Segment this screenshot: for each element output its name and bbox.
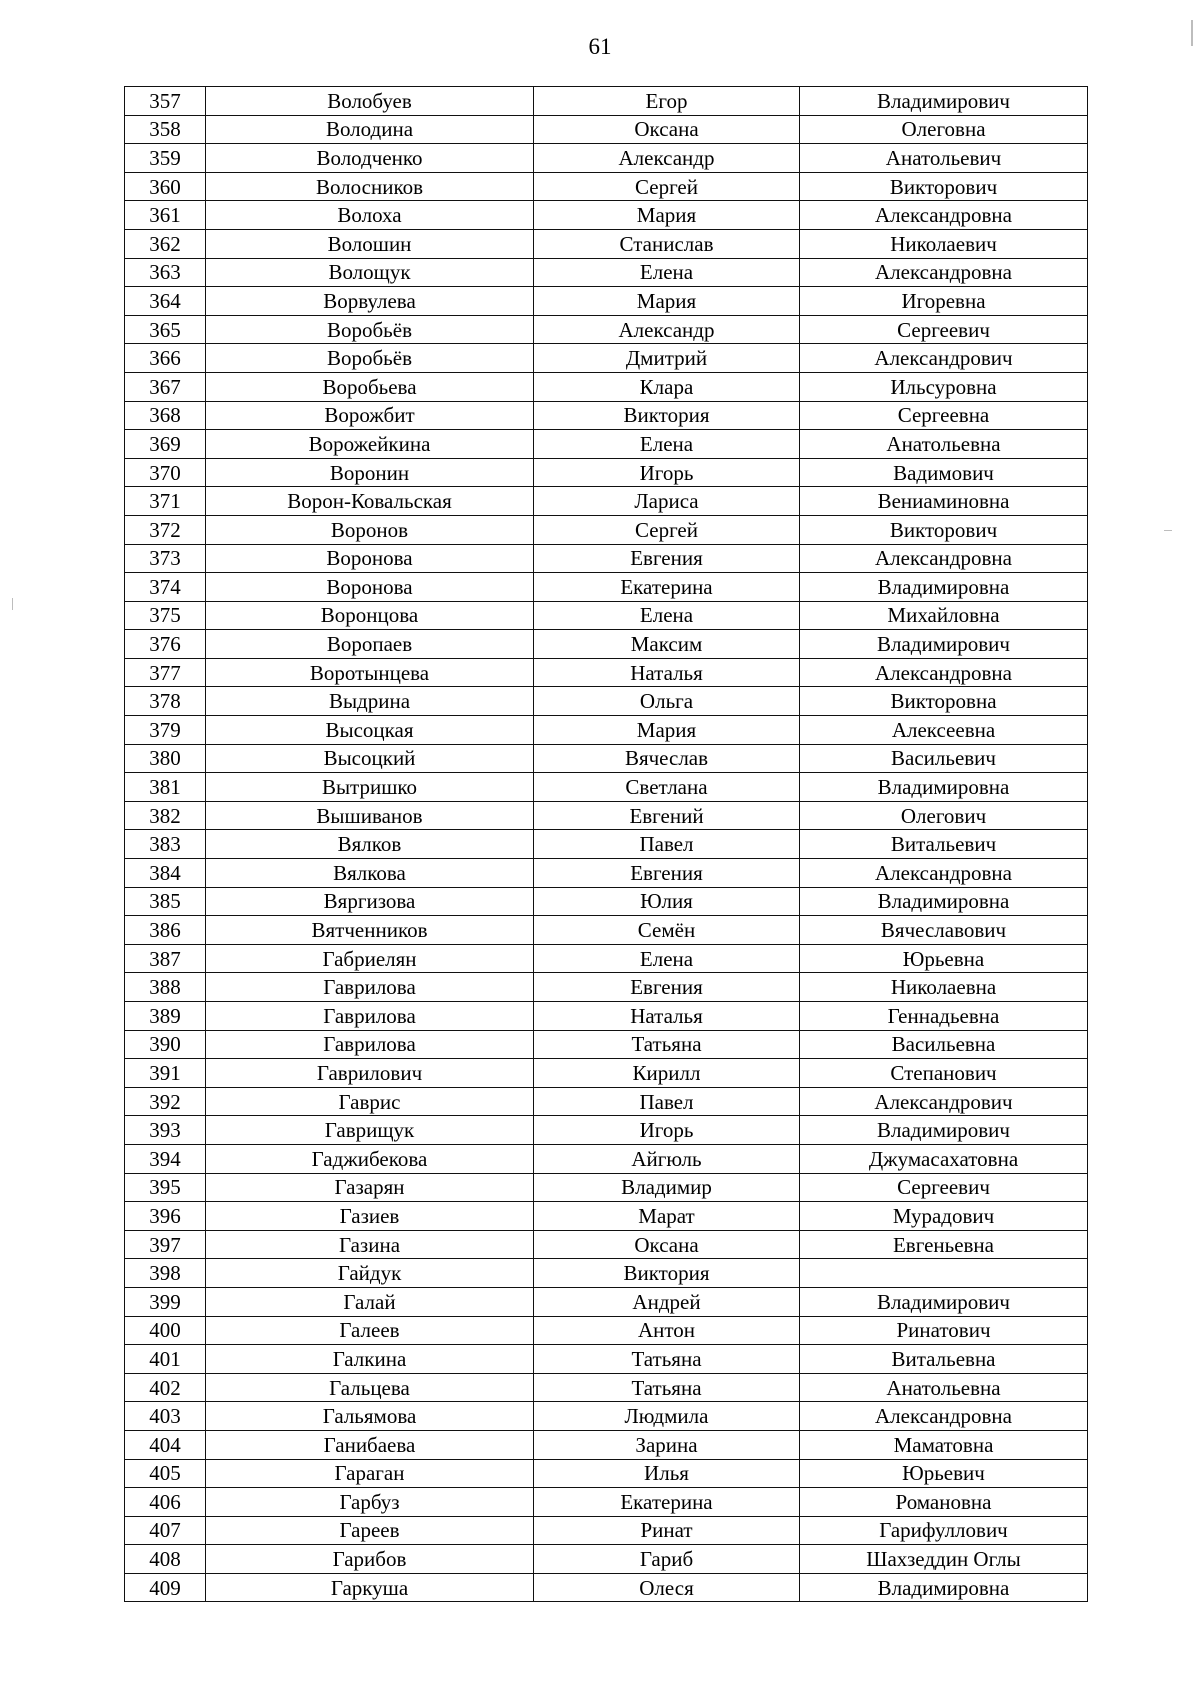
scan-mark bbox=[1164, 530, 1172, 531]
first-name-cell: Егор bbox=[534, 87, 800, 116]
row-number-cell: 408 bbox=[125, 1545, 206, 1574]
patronymic-cell: Сергеевич bbox=[800, 315, 1088, 344]
first-name-cell: Кирилл bbox=[534, 1059, 800, 1088]
surname-cell: Волосников bbox=[206, 172, 534, 201]
patronymic-cell: Васильевич bbox=[800, 744, 1088, 773]
surname-cell: Володина bbox=[206, 115, 534, 144]
table-row bbox=[125, 916, 1088, 945]
table-row bbox=[125, 944, 1088, 973]
first-name-cell: Татьяна bbox=[534, 1373, 800, 1402]
surname-cell: Вялков bbox=[206, 830, 534, 859]
patronymic-cell: Владимирович bbox=[800, 630, 1088, 659]
surname-cell: Газиев bbox=[206, 1202, 534, 1231]
first-name-cell: Виктория bbox=[534, 401, 800, 430]
patronymic-cell: Владимировна bbox=[800, 887, 1088, 916]
table-row bbox=[125, 487, 1088, 516]
first-name-cell: Мария bbox=[534, 287, 800, 316]
first-name-cell: Ринат bbox=[534, 1516, 800, 1545]
patronymic-cell: Маматовна bbox=[800, 1430, 1088, 1459]
first-name-cell: Клара bbox=[534, 372, 800, 401]
table-row bbox=[125, 1259, 1088, 1288]
row-number-cell: 368 bbox=[125, 401, 206, 430]
patronymic-cell: Александровна bbox=[800, 544, 1088, 573]
patronymic-cell: Анатольевна bbox=[800, 1373, 1088, 1402]
first-name-cell: Антон bbox=[534, 1316, 800, 1345]
roster-body bbox=[125, 87, 1088, 1602]
first-name-cell: Лариса bbox=[534, 487, 800, 516]
patronymic-cell bbox=[800, 1259, 1088, 1288]
surname-cell: Гарбуз bbox=[206, 1488, 534, 1517]
row-number-cell: 389 bbox=[125, 1002, 206, 1031]
table-row bbox=[125, 1002, 1088, 1031]
first-name-cell: Екатерина bbox=[534, 573, 800, 602]
patronymic-cell: Романовна bbox=[800, 1488, 1088, 1517]
patronymic-cell: Витальевич bbox=[800, 830, 1088, 859]
surname-cell: Воробьёв bbox=[206, 315, 534, 344]
table-row bbox=[125, 1516, 1088, 1545]
row-number-cell: 357 bbox=[125, 87, 206, 116]
surname-cell: Гайдук bbox=[206, 1259, 534, 1288]
table-row bbox=[125, 229, 1088, 258]
row-number-cell: 394 bbox=[125, 1144, 206, 1173]
patronymic-cell: Васильевна bbox=[800, 1030, 1088, 1059]
table-row bbox=[125, 315, 1088, 344]
table-row bbox=[125, 687, 1088, 716]
surname-cell: Галкина bbox=[206, 1345, 534, 1374]
surname-cell: Ганибаева bbox=[206, 1430, 534, 1459]
patronymic-cell: Сергеевич bbox=[800, 1173, 1088, 1202]
first-name-cell: Мария bbox=[534, 201, 800, 230]
row-number-cell: 366 bbox=[125, 344, 206, 373]
first-name-cell: Павел bbox=[534, 1087, 800, 1116]
first-name-cell: Максим bbox=[534, 630, 800, 659]
surname-cell: Галай bbox=[206, 1287, 534, 1316]
patronymic-cell: Геннадьевна bbox=[800, 1002, 1088, 1031]
table-row bbox=[125, 287, 1088, 316]
table-row bbox=[125, 172, 1088, 201]
row-number-cell: 404 bbox=[125, 1430, 206, 1459]
surname-cell: Вышиванов bbox=[206, 801, 534, 830]
first-name-cell: Татьяна bbox=[534, 1030, 800, 1059]
first-name-cell: Светлана bbox=[534, 773, 800, 802]
table-row bbox=[125, 1202, 1088, 1231]
row-number-cell: 396 bbox=[125, 1202, 206, 1231]
row-number-cell: 364 bbox=[125, 287, 206, 316]
row-number-cell: 399 bbox=[125, 1287, 206, 1316]
patronymic-cell: Степанович bbox=[800, 1059, 1088, 1088]
row-number-cell: 379 bbox=[125, 716, 206, 745]
first-name-cell: Елена bbox=[534, 258, 800, 287]
row-number-cell: 398 bbox=[125, 1259, 206, 1288]
surname-cell: Ворожбит bbox=[206, 401, 534, 430]
patronymic-cell: Владимировна bbox=[800, 1573, 1088, 1602]
surname-cell: Вытришко bbox=[206, 773, 534, 802]
first-name-cell: Юлия bbox=[534, 887, 800, 916]
first-name-cell: Владимир bbox=[534, 1173, 800, 1202]
table-row bbox=[125, 372, 1088, 401]
table-row bbox=[125, 773, 1088, 802]
table-row bbox=[125, 1059, 1088, 1088]
row-number-cell: 377 bbox=[125, 658, 206, 687]
row-number-cell: 363 bbox=[125, 258, 206, 287]
patronymic-cell: Алексеевна bbox=[800, 716, 1088, 745]
first-name-cell: Станислав bbox=[534, 229, 800, 258]
patronymic-cell: Викторович bbox=[800, 172, 1088, 201]
row-number-cell: 373 bbox=[125, 544, 206, 573]
table-row bbox=[125, 630, 1088, 659]
patronymic-cell: Александровна bbox=[800, 258, 1088, 287]
patronymic-cell: Владимирович bbox=[800, 1116, 1088, 1145]
patronymic-cell: Владимирович bbox=[800, 1287, 1088, 1316]
surname-cell: Ворон-Ковальская bbox=[206, 487, 534, 516]
first-name-cell: Дмитрий bbox=[534, 344, 800, 373]
table-row bbox=[125, 1430, 1088, 1459]
surname-cell: Володченко bbox=[206, 144, 534, 173]
row-number-cell: 393 bbox=[125, 1116, 206, 1145]
patronymic-cell: Юрьевич bbox=[800, 1459, 1088, 1488]
first-name-cell: Евгения bbox=[534, 544, 800, 573]
row-number-cell: 376 bbox=[125, 630, 206, 659]
first-name-cell: Елена bbox=[534, 601, 800, 630]
patronymic-cell: Мурадович bbox=[800, 1202, 1088, 1231]
surname-cell: Ворожейкина bbox=[206, 430, 534, 459]
first-name-cell: Татьяна bbox=[534, 1345, 800, 1374]
patronymic-cell: Ринатович bbox=[800, 1316, 1088, 1345]
row-number-cell: 401 bbox=[125, 1345, 206, 1374]
first-name-cell: Людмила bbox=[534, 1402, 800, 1431]
table-row bbox=[125, 1373, 1088, 1402]
row-number-cell: 361 bbox=[125, 201, 206, 230]
surname-cell: Гаврилова bbox=[206, 1030, 534, 1059]
row-number-cell: 409 bbox=[125, 1573, 206, 1602]
row-number-cell: 369 bbox=[125, 430, 206, 459]
table-row bbox=[125, 87, 1088, 116]
table-row bbox=[125, 1030, 1088, 1059]
patronymic-cell: Джумасахатовна bbox=[800, 1144, 1088, 1173]
patronymic-cell: Вениаминовна bbox=[800, 487, 1088, 516]
table-row bbox=[125, 344, 1088, 373]
row-number-cell: 402 bbox=[125, 1373, 206, 1402]
first-name-cell: Илья bbox=[534, 1459, 800, 1488]
patronymic-cell: Владимировна bbox=[800, 573, 1088, 602]
surname-cell: Воротынцева bbox=[206, 658, 534, 687]
table-row bbox=[125, 458, 1088, 487]
table-row bbox=[125, 1087, 1088, 1116]
first-name-cell: Семён bbox=[534, 916, 800, 945]
table-row bbox=[125, 544, 1088, 573]
patronymic-cell: Юрьевна bbox=[800, 944, 1088, 973]
row-number-cell: 406 bbox=[125, 1488, 206, 1517]
row-number-cell: 378 bbox=[125, 687, 206, 716]
table-row bbox=[125, 601, 1088, 630]
row-number-cell: 391 bbox=[125, 1059, 206, 1088]
table-row bbox=[125, 887, 1088, 916]
row-number-cell: 387 bbox=[125, 944, 206, 973]
first-name-cell: Сергей bbox=[534, 172, 800, 201]
first-name-cell: Айгюль bbox=[534, 1144, 800, 1173]
page-number: 61 bbox=[588, 34, 612, 59]
row-number-cell: 358 bbox=[125, 115, 206, 144]
row-number-cell: 362 bbox=[125, 229, 206, 258]
surname-cell: Воронова bbox=[206, 573, 534, 602]
row-number-cell: 407 bbox=[125, 1516, 206, 1545]
row-number-cell: 400 bbox=[125, 1316, 206, 1345]
row-number-cell: 395 bbox=[125, 1173, 206, 1202]
surname-cell: Гареев bbox=[206, 1516, 534, 1545]
first-name-cell: Виктория bbox=[534, 1259, 800, 1288]
scan-mark bbox=[12, 598, 13, 610]
row-number-cell: 403 bbox=[125, 1402, 206, 1431]
row-number-cell: 386 bbox=[125, 916, 206, 945]
patronymic-cell: Олегович bbox=[800, 801, 1088, 830]
table-row bbox=[125, 744, 1088, 773]
surname-cell: Гараган bbox=[206, 1459, 534, 1488]
patronymic-cell: Витальевна bbox=[800, 1345, 1088, 1374]
table-row bbox=[125, 830, 1088, 859]
row-number-cell: 370 bbox=[125, 458, 206, 487]
patronymic-cell: Игоревна bbox=[800, 287, 1088, 316]
row-number-cell: 390 bbox=[125, 1030, 206, 1059]
table-row bbox=[125, 201, 1088, 230]
patronymic-cell: Михайловна bbox=[800, 601, 1088, 630]
row-number-cell: 405 bbox=[125, 1459, 206, 1488]
surname-cell: Гаврилова bbox=[206, 1002, 534, 1031]
surname-cell: Гаврищук bbox=[206, 1116, 534, 1145]
surname-cell: Газина bbox=[206, 1230, 534, 1259]
first-name-cell: Наталья bbox=[534, 1002, 800, 1031]
first-name-cell: Ольга bbox=[534, 687, 800, 716]
table-row bbox=[125, 1573, 1088, 1602]
row-number-cell: 360 bbox=[125, 172, 206, 201]
row-number-cell: 384 bbox=[125, 859, 206, 888]
row-number-cell: 367 bbox=[125, 372, 206, 401]
surname-cell: Волощук bbox=[206, 258, 534, 287]
row-number-cell: 382 bbox=[125, 801, 206, 830]
first-name-cell: Сергей bbox=[534, 515, 800, 544]
surname-cell: Воропаев bbox=[206, 630, 534, 659]
table-row bbox=[125, 1287, 1088, 1316]
scan-mark bbox=[1191, 20, 1193, 46]
patronymic-cell: Владимирович bbox=[800, 87, 1088, 116]
table-row bbox=[125, 1459, 1088, 1488]
surname-cell: Высоцкая bbox=[206, 716, 534, 745]
first-name-cell: Марат bbox=[534, 1202, 800, 1231]
first-name-cell: Евгения bbox=[534, 973, 800, 1002]
surname-cell: Габриелян bbox=[206, 944, 534, 973]
surname-cell: Гаврилова bbox=[206, 973, 534, 1002]
surname-cell: Волобуев bbox=[206, 87, 534, 116]
patronymic-cell: Николаевич bbox=[800, 229, 1088, 258]
patronymic-cell: Викторовна bbox=[800, 687, 1088, 716]
table-row bbox=[125, 515, 1088, 544]
patronymic-cell: Александровна bbox=[800, 658, 1088, 687]
patronymic-cell: Александровна bbox=[800, 201, 1088, 230]
row-number-cell: 371 bbox=[125, 487, 206, 516]
first-name-cell: Зарина bbox=[534, 1430, 800, 1459]
surname-cell: Галеев bbox=[206, 1316, 534, 1345]
patronymic-cell: Ильсуровна bbox=[800, 372, 1088, 401]
first-name-cell: Наталья bbox=[534, 658, 800, 687]
surname-cell: Волоха bbox=[206, 201, 534, 230]
row-number-cell: 372 bbox=[125, 515, 206, 544]
table-row bbox=[125, 258, 1088, 287]
table-row bbox=[125, 1316, 1088, 1345]
table-row bbox=[125, 115, 1088, 144]
table-row bbox=[125, 144, 1088, 173]
patronymic-cell: Вячеславович bbox=[800, 916, 1088, 945]
patronymic-cell: Николаевна bbox=[800, 973, 1088, 1002]
first-name-cell: Игорь bbox=[534, 1116, 800, 1145]
table-row bbox=[125, 1545, 1088, 1574]
table-row bbox=[125, 430, 1088, 459]
first-name-cell: Оксана bbox=[534, 1230, 800, 1259]
first-name-cell: Александр bbox=[534, 144, 800, 173]
surname-cell: Воронов bbox=[206, 515, 534, 544]
surname-cell: Воронин bbox=[206, 458, 534, 487]
patronymic-cell: Сергеевна bbox=[800, 401, 1088, 430]
patronymic-cell: Александрович bbox=[800, 1087, 1088, 1116]
table-row bbox=[125, 859, 1088, 888]
table-row bbox=[125, 1230, 1088, 1259]
patronymic-cell: Гарифуллович bbox=[800, 1516, 1088, 1545]
patronymic-cell: Анатольевич bbox=[800, 144, 1088, 173]
first-name-cell: Александр bbox=[534, 315, 800, 344]
surname-cell: Воронова bbox=[206, 544, 534, 573]
patronymic-cell: Викторович bbox=[800, 515, 1088, 544]
surname-cell: Гальцева bbox=[206, 1373, 534, 1402]
table-row bbox=[125, 573, 1088, 602]
table-row bbox=[125, 1116, 1088, 1145]
row-number-cell: 365 bbox=[125, 315, 206, 344]
surname-cell: Гаврилович bbox=[206, 1059, 534, 1088]
first-name-cell: Екатерина bbox=[534, 1488, 800, 1517]
first-name-cell: Оксана bbox=[534, 115, 800, 144]
surname-cell: Вялкова bbox=[206, 859, 534, 888]
row-number-cell: 385 bbox=[125, 887, 206, 916]
first-name-cell: Павел bbox=[534, 830, 800, 859]
patronymic-cell: Вадимович bbox=[800, 458, 1088, 487]
table-row bbox=[125, 973, 1088, 1002]
first-name-cell: Евгения bbox=[534, 859, 800, 888]
surname-cell: Воробьёв bbox=[206, 344, 534, 373]
surname-cell: Гарибов bbox=[206, 1545, 534, 1574]
first-name-cell: Елена bbox=[534, 430, 800, 459]
surname-cell: Вятченников bbox=[206, 916, 534, 945]
patronymic-cell: Анатольевна bbox=[800, 430, 1088, 459]
row-number-cell: 383 bbox=[125, 830, 206, 859]
row-number-cell: 359 bbox=[125, 144, 206, 173]
surname-cell: Ворвулева bbox=[206, 287, 534, 316]
first-name-cell: Олеся bbox=[534, 1573, 800, 1602]
row-number-cell: 388 bbox=[125, 973, 206, 1002]
surname-cell: Высоцкий bbox=[206, 744, 534, 773]
table-row bbox=[125, 401, 1088, 430]
patronymic-cell: Евгеньевна bbox=[800, 1230, 1088, 1259]
table-row bbox=[125, 658, 1088, 687]
row-number-cell: 397 bbox=[125, 1230, 206, 1259]
table-row bbox=[125, 1173, 1088, 1202]
table-row bbox=[125, 1144, 1088, 1173]
surname-cell: Гаврис bbox=[206, 1087, 534, 1116]
row-number-cell: 381 bbox=[125, 773, 206, 802]
surname-cell: Гальямова bbox=[206, 1402, 534, 1431]
first-name-cell: Евгений bbox=[534, 801, 800, 830]
table-row bbox=[125, 1488, 1088, 1517]
row-number-cell: 374 bbox=[125, 573, 206, 602]
patronymic-cell: Шахзеддин Оглы bbox=[800, 1545, 1088, 1574]
row-number-cell: 375 bbox=[125, 601, 206, 630]
row-number-cell: 380 bbox=[125, 744, 206, 773]
patronymic-cell: Олеговна bbox=[800, 115, 1088, 144]
patronymic-cell: Александровна bbox=[800, 859, 1088, 888]
row-number-cell: 392 bbox=[125, 1087, 206, 1116]
first-name-cell: Вячеслав bbox=[534, 744, 800, 773]
roster-table bbox=[124, 86, 1088, 1602]
table-row bbox=[125, 1345, 1088, 1374]
first-name-cell: Елена bbox=[534, 944, 800, 973]
surname-cell: Гаркуша bbox=[206, 1573, 534, 1602]
surname-cell: Воронцова bbox=[206, 601, 534, 630]
table-row bbox=[125, 716, 1088, 745]
first-name-cell: Игорь bbox=[534, 458, 800, 487]
patronymic-cell: Александрович bbox=[800, 344, 1088, 373]
surname-cell: Выдрина bbox=[206, 687, 534, 716]
surname-cell: Гаджибекова bbox=[206, 1144, 534, 1173]
first-name-cell: Мария bbox=[534, 716, 800, 745]
first-name-cell: Гариб bbox=[534, 1545, 800, 1574]
surname-cell: Газарян bbox=[206, 1173, 534, 1202]
first-name-cell: Андрей bbox=[534, 1287, 800, 1316]
patronymic-cell: Владимировна bbox=[800, 773, 1088, 802]
table-row bbox=[125, 1402, 1088, 1431]
patronymic-cell: Александровна bbox=[800, 1402, 1088, 1431]
table-row bbox=[125, 801, 1088, 830]
surname-cell: Волошин bbox=[206, 229, 534, 258]
surname-cell: Вяргизова bbox=[206, 887, 534, 916]
surname-cell: Воробьева bbox=[206, 372, 534, 401]
